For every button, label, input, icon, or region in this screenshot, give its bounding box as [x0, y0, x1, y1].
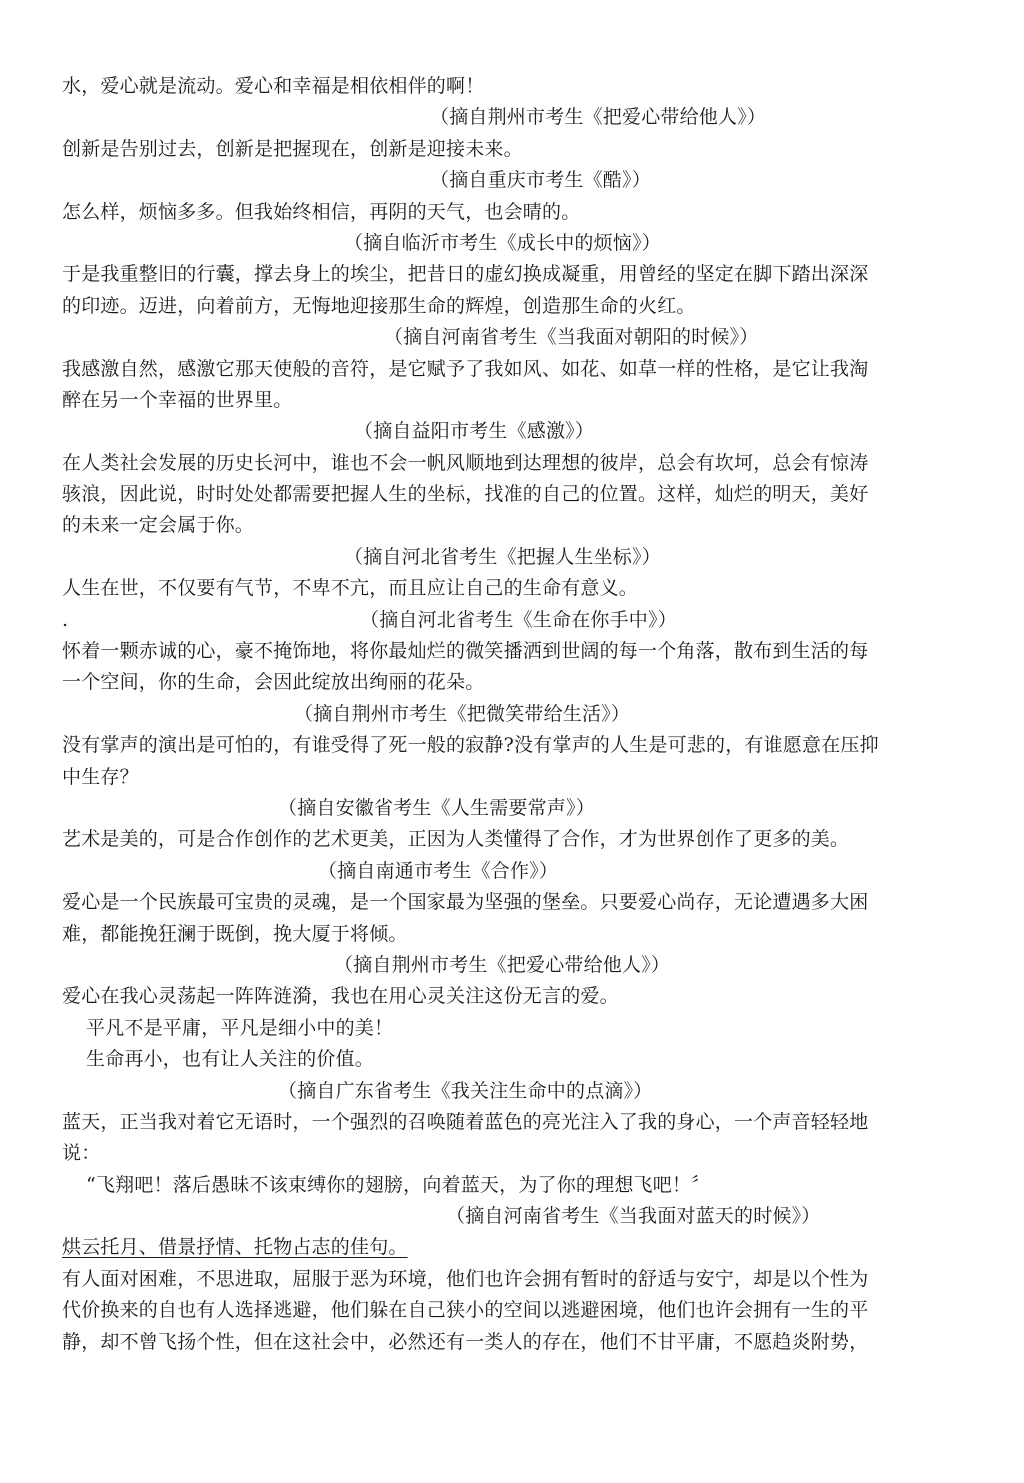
section-heading — [62, 1232, 922, 1263]
line-text: 生命再小，也有让人关注的价值。 — [86, 1048, 375, 1071]
line-text: 在人类社会发展的历史长河中，谁也不会一帆风顺地到达理想的彼岸，总会有坎坷，总会有惊涛 — [62, 451, 869, 474]
text-line — [62, 510, 922, 541]
line-text: 艺术是美的，可是合作创作的艺术更美，正因为人类懂得了合作，才为世界创作了更多的美。 — [62, 828, 850, 851]
text-line — [62, 1138, 922, 1169]
line-text: 中生存？ — [62, 765, 139, 788]
line-text: 怀着一颗赤诚的心，豪不掩饰地，将你最灿烂的微笑播洒到世阔的每一个角落，散布到生活的每 — [62, 640, 869, 663]
text-line — [62, 448, 922, 479]
text-line — [62, 1013, 922, 1044]
text-line — [62, 259, 922, 290]
text-line — [62, 1295, 922, 1326]
line-text: 我感激自然，感激它那天使般的音符，是它赋予了我如风、如花、如草一样的性格，是它让我淘 — [62, 357, 869, 380]
text-line — [62, 573, 922, 604]
text-line — [62, 919, 922, 950]
line-text: 蓝天，正当我对着它无语时，一个强烈的召唤随着蓝色的亮光注入了我的身心，一个声音轻轻地 — [62, 1110, 869, 1133]
document-page — [62, 71, 922, 1358]
line-text: （摘自临沂市考生《成长中的烦恼》） — [344, 231, 661, 254]
text-line — [62, 762, 922, 793]
citation-line — [62, 1076, 922, 1107]
line-text: （摘自河南省考生《当我面对朝阳的时候》） — [384, 326, 759, 349]
line-text: 一个空间，你的生命，会因此绽放出绚丽的花朵。 — [62, 671, 485, 694]
text-line — [62, 1327, 922, 1358]
line-text: （摘自荆州市考生《把微笑带给生活》） — [294, 702, 631, 725]
line-text: 有人面对困难，不思进取，屈服于恶为环境，他们也许会拥有暂时的舒适与安宁，却是以个性为 — [62, 1267, 869, 1290]
citation-line — [62, 605, 922, 636]
line-text: “飞翔吧！落后愚昧不该束缚你的翅膀，向着蓝天，为了你的理想飞吧！〞 — [86, 1173, 711, 1196]
text-line — [62, 385, 922, 416]
line-text: 平凡不是平庸，平凡是细小中的美！ — [86, 1016, 394, 1039]
text-line — [62, 1264, 922, 1295]
text-line — [62, 636, 922, 667]
line-text: （摘自安徽省考生《人生需要常声》） — [278, 796, 595, 819]
citation-line — [62, 1201, 922, 1232]
line-text: 怎么样，烦恼多多。但我始终相信，再阴的天气，也会晴的。 — [62, 200, 581, 223]
text-line — [62, 1044, 922, 1075]
citation-line — [62, 228, 922, 259]
text-line — [62, 824, 922, 855]
line-text: 代价换来的自也有人选择逃避，他们躲在自己狭小的空间以逃避困境，他们也许会拥有一生的平 — [62, 1299, 869, 1322]
line-text: 静，却不曾飞扬个性，但在这社会中，必然还有一类人的存在，他们不甘平庸，不愿趋炎附势， — [62, 1330, 869, 1353]
line-text: 的未来一定会属于你。 — [62, 514, 255, 537]
line-text: （摘自南通市考生《合作》） — [318, 859, 559, 882]
text-line — [62, 197, 922, 228]
line-text: （摘自荆州市考生《把爱心带给他人》） — [430, 106, 767, 129]
line-text: 难，都能挽狂澜于既倒，挽大厦于将倾。 — [62, 922, 408, 945]
line-text: 烘云托月、借景抒情、托物占志的佳句。 — [62, 1236, 408, 1259]
citation-line — [62, 102, 922, 133]
line-text: （摘自荆州市考生《把爱心带给他人》） — [334, 953, 671, 976]
text-line — [62, 981, 922, 1012]
text-line — [62, 1170, 922, 1201]
text-line — [62, 71, 922, 102]
text-line — [62, 1107, 922, 1138]
line-text: 于是我重整旧的行囊，撑去身上的埃尘，把昔日的虚幻换成凝重，用曾经的坚定在脚下踏出深深 — [62, 263, 869, 286]
line-text: （摘自河南省考生《当我面对蓝天的时候》） — [446, 1205, 821, 1228]
text-line — [62, 354, 922, 385]
line-text: 说： — [62, 1142, 101, 1165]
text-line — [62, 291, 922, 322]
line-text: 爱心是一个民族最可宝贵的灵魂，是一个国家最为坚强的堡垒。只要爱心尚存，无论遭遇多大困 — [62, 891, 869, 914]
line-text: （摘自广东省考生《我关注生命中的点滴》） — [278, 1079, 653, 1102]
line-text: 骇浪，因此说，时时处处都需要把握人生的坐标，找准的自己的位置。这样，灿烂的明天，美好 — [62, 483, 869, 506]
text-line — [62, 887, 922, 918]
line-text: 醉在另一个幸福的世界里。 — [62, 388, 293, 411]
line-text: 没有掌声的演出是可怕的，有谁受得了死一般的寂静?没有掌声的人生是可悲的，有谁愿意在压抑 — [62, 734, 879, 757]
text-line — [62, 479, 922, 510]
citation-line — [62, 322, 922, 353]
line-text: （摘自重庆市考生《酷》） — [430, 169, 651, 192]
line-text: 的印迹。迈进，向着前方，无悔地迎接那生命的辉煌，创造那生命的火红。 — [62, 294, 696, 317]
line-text: （摘自河北省考生《生命在你手中》） — [360, 608, 677, 631]
stray-dot: . — [62, 608, 69, 631]
text-line — [62, 730, 922, 761]
citation-line — [62, 950, 922, 981]
text-line — [62, 667, 922, 698]
citation-line — [62, 793, 922, 824]
citation-line — [62, 699, 922, 730]
line-text: （摘自河北省考生《把握人生坐标》） — [344, 545, 661, 568]
citation-line — [62, 416, 922, 447]
text-line — [62, 134, 922, 165]
line-text: 水，爱心就是流动。爱心和幸福是相依相伴的啊！ — [62, 75, 485, 97]
line-text: 创新是告别过去，创新是把握现在，创新是迎接未来。 — [62, 137, 523, 160]
citation-line — [62, 856, 922, 887]
citation-line — [62, 165, 922, 196]
line-text: 人生在世，不仅要有气节，不卑不亢，而且应让自己的生命有意义。 — [62, 577, 639, 600]
citation-line — [62, 542, 922, 573]
line-text: 爱心在我心灵荡起一阵阵涟漪，我也在用心灵关注这份无言的爱。 — [62, 985, 619, 1008]
line-text: （摘自益阳市考生《感激》） — [354, 420, 595, 443]
